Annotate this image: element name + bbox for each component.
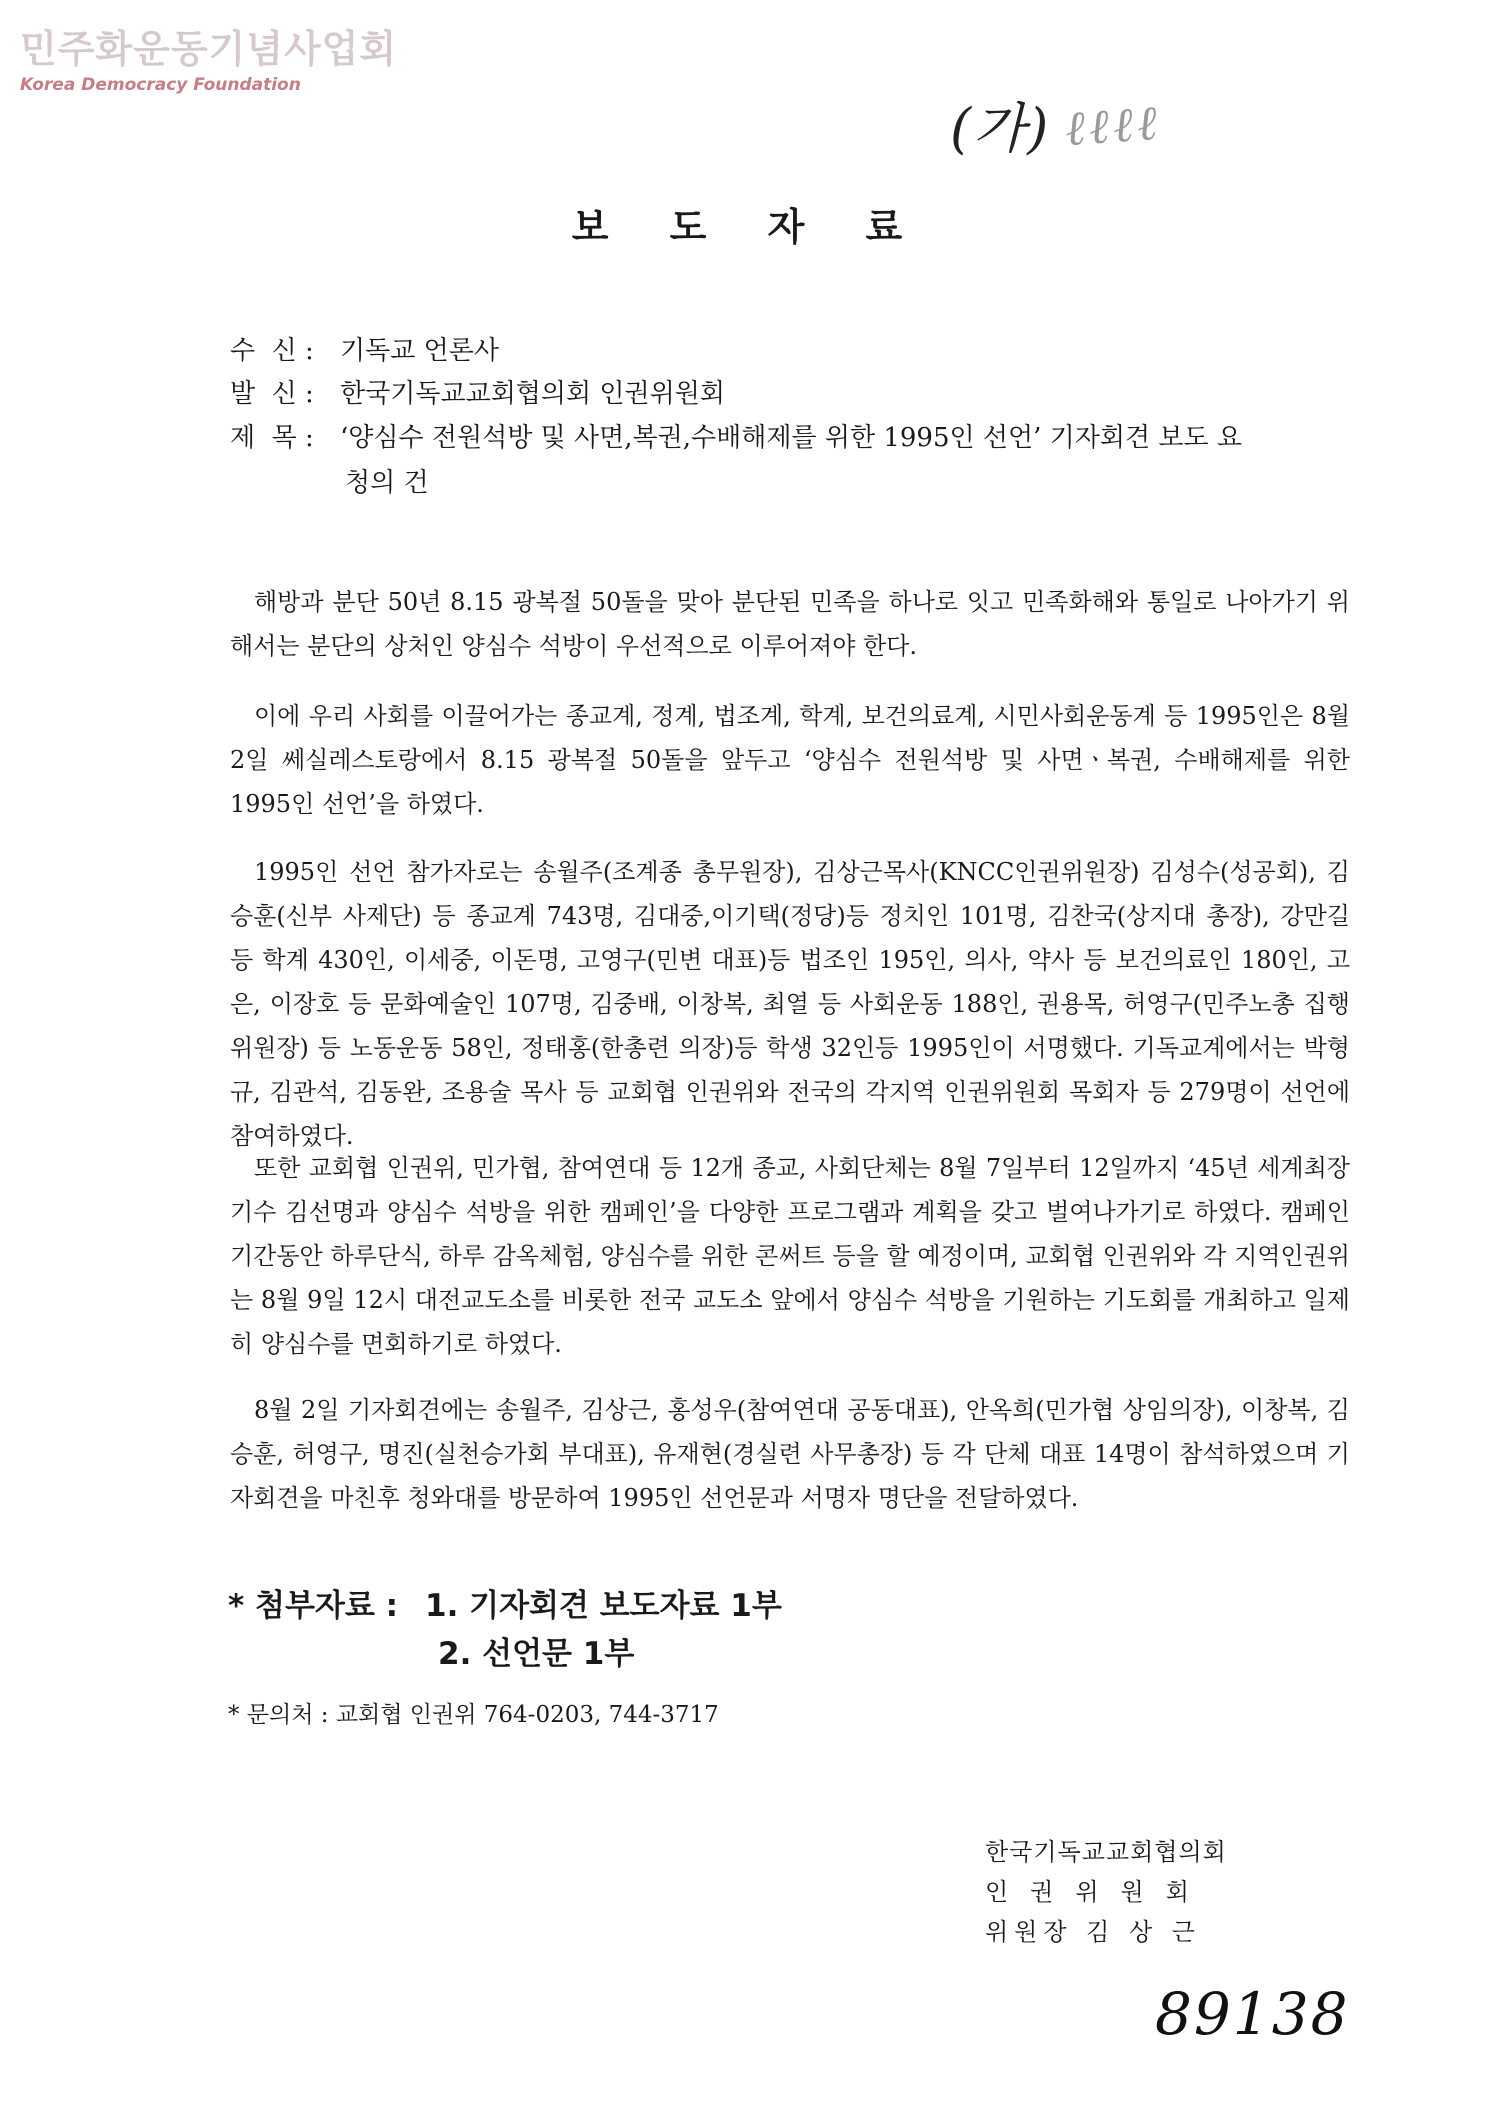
recipient-label: 수 신 :: [230, 336, 314, 366]
signature-committee: 인권위원회: [985, 1878, 1211, 1906]
body-paragraph-4: 또한 교회협 인권위, 민가협, 참여연대 등 12개 종교, 사회단체는 8월 7일부터 12일까지 ‘45년 세계최장기수 김선명과 양심수 석방을 위한 캠페인’을 다양한 프로그램과 계획을 갖고 벌여나가기로 하였다. 캠페인 기간동안 하루단식, 하루 감옥체험, 양심수를 위한 콘써트 등을 할 예정이며, 교회협 인권위와 각 지역인권위는 8월 9일 12시 대전교도소를 비롯한 전국 교도소 앞에서 양심수 석방을 기원하는 기도회를 개최하고 일제히 양심수를 면회하기로 하였다.: [230, 1154, 1350, 1358]
attachments-label: * 첨부자료 :: [228, 1588, 398, 1624]
document-title: 보 도 자 료: [571, 204, 927, 249]
recipient-value: 기독교 언론사: [340, 336, 499, 366]
subject-row: [230, 417, 1242, 454]
watermark: [20, 18, 397, 95]
body-paragraph-2: 이에 우리 사회를 이끌어가는 종교계, 정계, 법조계, 학계, 보건의료계, 시민사회운동계 등 1995인은 8월 2일 쎄실레스토랑에서 8.15 광복절 50돌을 앞두고 ‘양심수 전원석방 및 사면ㆍ복권, 수배해제를 위한 1995인 선언’을 하였다.: [230, 702, 1350, 818]
body-paragraph-5: 8월 2일 기자회견에는 송월주, 김상근, 홍성우(참여연대 공동대표), 안옥희(민가협 상임의장), 이창복, 김승훈, 허영구, 명진(실천승가회 부대표), 유재현(경실련 사무총장) 등 각 단체 대표 14명이 참석하였으며 기자회견을 마친후 청와대를 방문하여 1995인 선언문과 서명자 명단을 전달하였다.: [230, 1396, 1350, 1512]
watermark-korean: 민주화운동기념사업회: [20, 27, 398, 71]
contact-info: * 문의처 : 교회협 인권위 764-0203, 744-3717: [228, 1702, 719, 1728]
recipient-row: [230, 330, 499, 367]
sender-label: 발 신 :: [230, 379, 314, 409]
handwritten-page-number: 89138: [1155, 1980, 1350, 2048]
subject-value-line1: ‘양심수 전원석방 및 사면,복권,수배해제를 위한 1995인 선언’ 기자회견 보도 요: [340, 423, 1242, 453]
signature-chair: 위원장 김 상 근: [985, 1918, 1201, 1946]
attachment-item-1: 1. 기자회견 보도자료 1부: [425, 1588, 782, 1624]
attachment-item-2: 2. 선언문 1부: [438, 1636, 635, 1672]
subject-label: 제 목 :: [230, 423, 314, 453]
watermark-english: Korea Democracy Foundation: [20, 75, 301, 95]
body-paragraph-1: 해방과 분단 50년 8.15 광복절 50돌을 맞아 분단된 민족을 하나로 잇고 민족화해와 통일로 나아가기 위해서는 분단의 상처인 양심수 석방이 우선적으로 이루어져야 한다.: [230, 588, 1350, 660]
sender-value: 한국기독교교회협의회 인권위원회: [340, 379, 726, 409]
handwritten-scribble: ℓℓℓℓ: [1063, 94, 1163, 158]
body-paragraph-3: 1995인 선언 참가자로는 송월주(조계종 총무원장), 김상근목사(KNCC인권위원장) 김성수(성공회), 김승훈(신부 사제단) 등 종교계 743명, 김대중,이기택(정당)등 정치인 101명, 김찬국(상지대 총장), 강만길 등 학계 430인, 이세중, 이돈명, 고영구(민변 대표)등 법조인 195인, 의사, 약사 등 보건의료인 180인, 고은, 이장호 등 문화예술인 107명, 김중배, 이창복, 최열 등 사회운동 188인, 권용목, 허영구(민주노총 집행위원장) 등 노동운동 58인, 정태홍(한총련 의장)등 학생 32인등 1995인이 서명했다. 기독교계에서는 박형규, 김관석, 김동완, 조용술 목사 등 교회협 인권위와 전국의 각지역 인권위원회 목회자 등 279명이 선언에 참여하였다.: [230, 858, 1350, 1150]
signature-org: 한국기독교교회협의회: [985, 1838, 1227, 1866]
sender-row: [230, 373, 725, 410]
subject-value-line2: 청의 건: [345, 468, 429, 498]
handwritten-code: (가): [950, 97, 1051, 160]
